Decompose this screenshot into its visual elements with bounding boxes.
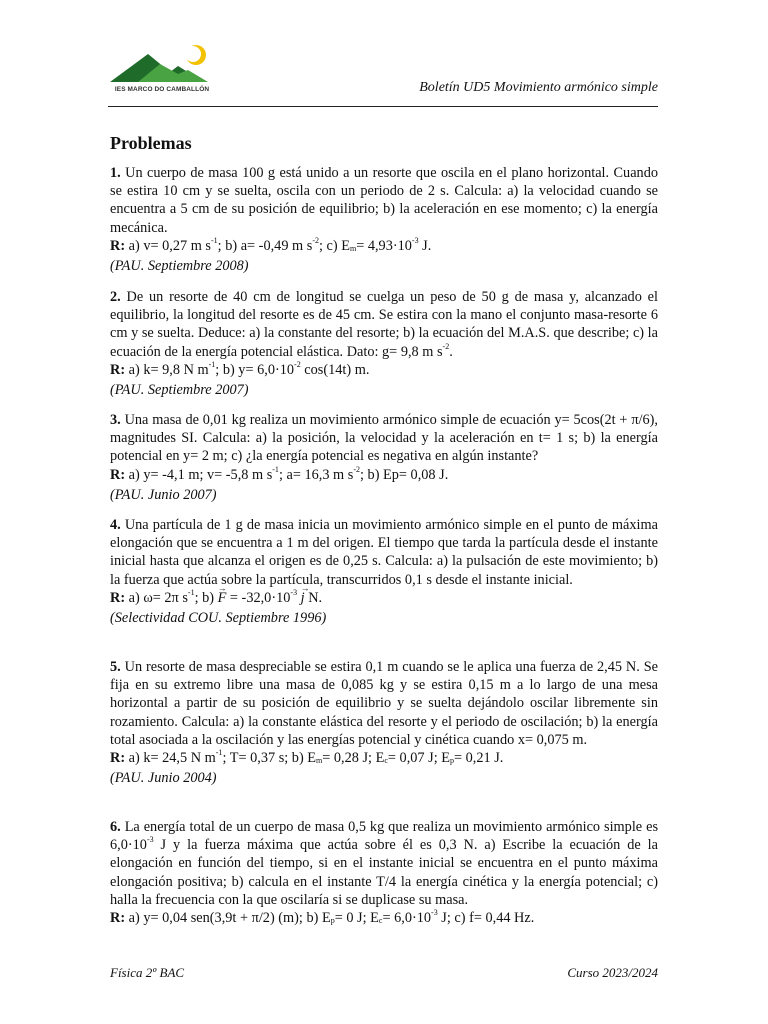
answer-label: R:	[110, 750, 126, 767]
problem-source: (PAU. Junio 2004)	[110, 770, 217, 787]
answer-part: a) y= -4,1 m; v= -5,8 m s	[128, 466, 273, 483]
problem-statement	[110, 818, 658, 909]
answer-part: = 0 J; E	[334, 910, 379, 927]
answer-part: = 0,07 J; E	[387, 750, 450, 767]
problem-1	[110, 164, 658, 275]
problem-statement	[110, 411, 658, 466]
answer-part: a) k= 24,5 N m	[128, 750, 216, 767]
document-title: Boletín UD5 Movimiento armónico simple	[419, 80, 658, 95]
force-vector-symbol: → F	[218, 589, 227, 607]
problem-number: 5.	[110, 659, 121, 675]
footer-year: Curso 2023/2024	[567, 965, 658, 980]
footer-course: Física 2º BAC	[110, 965, 185, 980]
school-name: IES MARCO DO CAMBALLÓN	[114, 86, 210, 93]
problem-6	[110, 818, 658, 927]
problem-statement	[110, 164, 658, 237]
problem-3	[110, 411, 658, 504]
answer-part: = 0,28 J; E	[322, 750, 385, 767]
answer-sup: -3	[411, 236, 419, 246]
answer-label: R:	[110, 466, 126, 483]
answer-line	[110, 237, 658, 255]
answer-part: ; b) y= 6,0·10	[215, 361, 295, 378]
answer-part: a) y= 0,04 sen(3,9t + π/2) (m); b) E	[128, 910, 331, 927]
problem-statement	[110, 516, 658, 589]
answer-sub: m	[316, 756, 323, 766]
answer-label: R:	[110, 361, 126, 378]
text-sup: -2	[442, 341, 450, 351]
mountain-sun-logo-icon	[108, 42, 214, 86]
answer-part: ; b) a= -0,49 m s	[217, 237, 313, 254]
school-logo	[108, 42, 214, 98]
answer-line	[110, 361, 658, 379]
problem-text: Una masa de 0,01 kg realiza un movimiento armónico simple de ecuación y= 5cos(2t + π/6), magnitudes SI. Calcula: a) la posición, la velocidad y la aceleración en t= 1 s; b) la energía potencial en y= 2 m; c) ¿la energía potencial es negativa en algún instante?	[110, 412, 659, 465]
problem-4	[110, 516, 658, 627]
answer-line	[110, 466, 658, 484]
problem-source: (PAU. Junio 2007)	[110, 486, 217, 503]
answer-sup: -3	[290, 588, 298, 598]
answer-part: N.	[304, 589, 323, 606]
text-sup: -3	[146, 835, 154, 845]
page-heading: Problemas	[110, 133, 192, 153]
problem-text: Un cuerpo de masa 100 g está unido a un resorte que oscila en el plano horizontal. Cuando se estira 10 cm y se suelta, oscila con un periodo de 2 s. Calcula: a) la velocidad cuando se encuentra a 5 cm de su posición de equilibrio; b) la aceleración en ese momento; c) la energía mecánica.	[110, 165, 658, 236]
problem-text: La energía total de un cuerpo de masa 0,5 kg que realiza un movimiento armónico simple es 6,0·10	[110, 819, 659, 854]
answer-label: R:	[110, 237, 126, 254]
answer-part: a) v= 0,27 m s	[128, 237, 211, 254]
answer-sub: p	[449, 756, 454, 766]
answer-part: = 0,21 J.	[453, 750, 504, 767]
answer-part: = -32,0·10	[226, 589, 291, 606]
answer-part: ; b)	[194, 589, 218, 606]
problem-text: Una partícula de 1 g de masa inicia un movimiento armónico simple en el punto de máxima elongación que se encuentra a 1 m del origen. El tiempo que tarda la partícula desde el instante inicial hasta que alcanza el origen es de 0,25 s. Calcula: a) la pulsación de este movimiento; b) la fuerza que actúa sobre la partícula, transcurridos 0,1 s desde el instante inicial.	[110, 517, 658, 588]
answer-sup: -2	[353, 464, 360, 474]
header-divider	[108, 106, 658, 107]
answer-sup: -2	[312, 236, 319, 246]
problem-number: 4.	[110, 517, 121, 533]
problem-2	[110, 288, 658, 399]
answer-sup: -1	[215, 748, 223, 758]
problem-statement	[110, 658, 658, 749]
problem-text: Un resorte de masa despreciable se estira 0,1 m cuando se le aplica una fuerza de 2,45 N. Se fija en su extremo libre una masa de 0,085 kg y se estira 0,15 m a lo largo de una mesa horizontal a partir de su posición de equilibrio y se suelta dejándolo oscilar libremente sin rozamiento. Calcula: a) la constante elástica del resorte y el periodo de oscilación; b) la energía total asociada a la oscilación y las energías potencial y cinética cuando x= 0,075 m.	[110, 659, 658, 748]
problem-number: 2.	[110, 289, 121, 305]
answer-sup: -2	[294, 360, 301, 370]
unit-vector-symbol: → j	[301, 589, 305, 607]
answer-part: cos(14t) m.	[300, 361, 370, 378]
answer-part: ; b) Ep= 0,08 J.	[360, 466, 449, 483]
answer-part: = 4,93·10	[356, 237, 412, 254]
problem-text-end: .	[449, 343, 453, 360]
problem-text: J y la fuerza máxima que actúa sobre él es 0,3 N. a) Escribe la ecuación de la elongación en función del tiempo, si en el instante inicial se encuentra en el punto máxima elongación positiva; b) calcula en el instante T/4 la energía cinética y la energía potencial; c) halla la frecuencia con la que oscilaría si se duplicase su masa.	[110, 837, 658, 908]
answer-sup: -1	[211, 236, 218, 246]
problem-source: (PAU. Septiembre 2007)	[110, 382, 249, 399]
answer-sup: -1	[208, 360, 216, 370]
answer-sub: m	[349, 243, 357, 253]
problem-statement	[110, 288, 658, 361]
answer-part: J; c) f= 0,44 Hz.	[437, 910, 535, 927]
answer-sup: -1	[272, 464, 279, 474]
problem-source: (Selectividad COU. Septiembre 1996)	[110, 610, 327, 627]
answer-part: a) ω= 2π s	[128, 589, 188, 606]
answer-label: R:	[110, 589, 126, 606]
answer-part: J.	[418, 237, 432, 254]
answer-sup: -1	[187, 588, 195, 598]
problem-number: 1.	[110, 165, 121, 181]
answer-line	[110, 589, 658, 607]
answer-part: a) k= 9,8 N m	[128, 361, 209, 378]
answer-part: ; c) E	[318, 237, 350, 254]
answer-sub: c	[384, 756, 388, 766]
answer-part: = 6,0·10	[382, 910, 432, 927]
answer-sub: c	[378, 916, 383, 926]
answer-line	[110, 749, 658, 767]
problem-source: (PAU. Septiembre 2008)	[110, 258, 249, 275]
answer-part: ; a= 16,3 m s	[278, 466, 354, 483]
answer-part: ; T= 0,37 s; b) E	[222, 750, 317, 767]
problem-number: 3.	[110, 412, 121, 428]
answer-sup: -3	[431, 908, 438, 918]
problem-5	[110, 658, 658, 787]
answer-sub: p	[330, 916, 335, 926]
answer-label: R:	[110, 910, 126, 927]
problem-number: 6.	[110, 819, 121, 835]
problem-text: De un resorte de 40 cm de longitud se cuelga un peso de 50 g de masa y, alcanzado el equilibrio, la longitud del resorte es de 45 cm. Se estira con la mano el conjunto masa-resorte 6 cm y se suelta. Deduce: a) la constante del resorte; b) la ecuación del M.A.S. que describe; c) la ecuación de la energía potencial elástica. Dato: g= 9,8 m s	[110, 289, 658, 360]
answer-line	[110, 909, 658, 927]
